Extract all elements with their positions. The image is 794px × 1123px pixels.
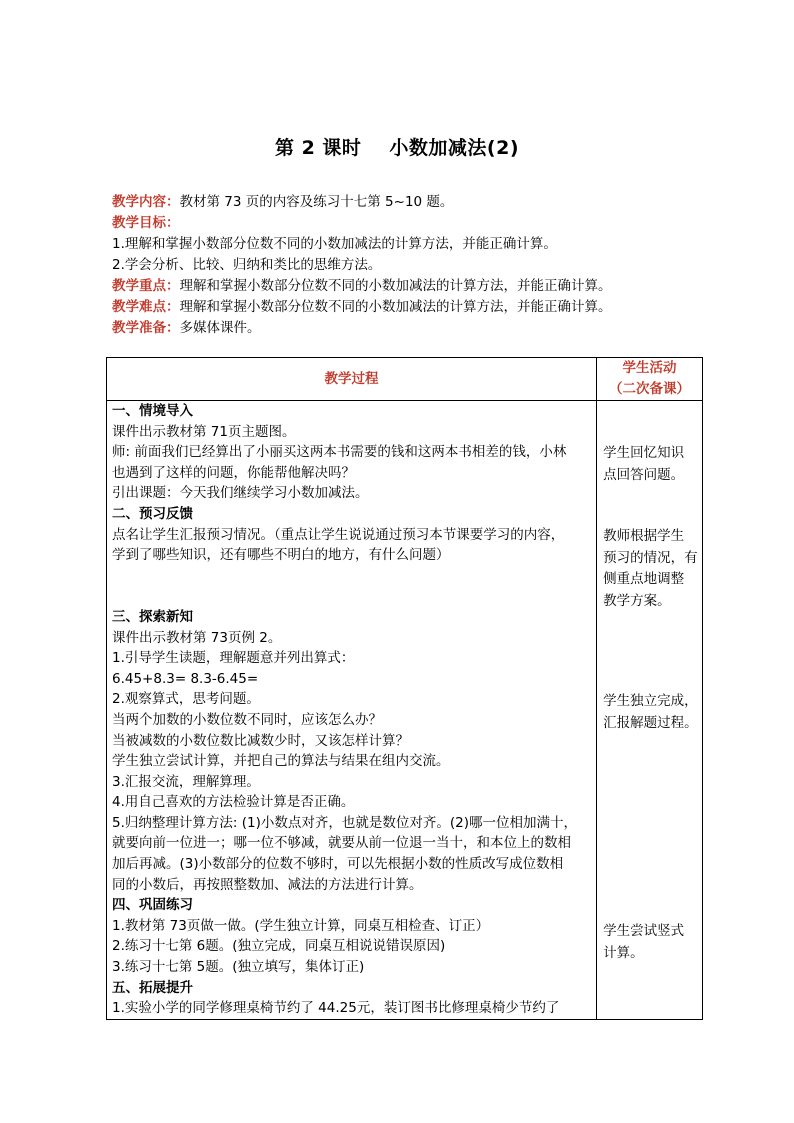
student-activity-note [597,526,698,612]
process-line: 3.练习十七第 5题。(独立填写，集体订正) [112,959,365,976]
note-line: 教师根据学生 [603,528,685,544]
note-line: 汇报解题过程。 [603,714,698,731]
student-activity-note [597,691,698,734]
process-line: 课件出示教材第 71页主题图。 [112,423,296,440]
teaching-process-cell [107,401,597,1020]
meta-line [112,297,712,318]
meta-label: 教学内容： [112,194,180,210]
meta-text: 理解和掌握小数部分位数不同的小数加减法的计算方法，并能正确计算。 [179,278,612,294]
note-line: 计算。 [603,944,644,961]
process-line: 也遇到了这样的问题，你能帮他解决吗？ [112,464,355,481]
process-line: 2.练习十七第 6题。(独立完成，同桌互相说说错误原因) [112,938,446,955]
meta-line [112,213,712,234]
meta-line [112,255,712,276]
meta-text: 多媒体课件。 [179,320,261,336]
header-student-activity [597,358,703,401]
header-side-line-1: 学生活动 [622,360,677,377]
process-line: 5.归纳整理计算方法: (1)小数点对齐，也就是数位对齐。(2)哪一位相加满十， [112,814,577,831]
section-heading: 五、拓展提升 [112,979,193,996]
table-body-row [107,401,703,1020]
lesson-table [106,357,703,1020]
process-line: 6.45+8.3= 8.3-6.45= [112,670,259,687]
lesson-number: 第 2 课时 [274,137,362,159]
note-line: 侧重点地调整 [603,571,685,587]
header-side-line-2: （二次备课） [609,381,691,397]
meta-label: 教学重点： [112,278,180,294]
process-line: 1.教材第 73页做一做。(学生独立计算，同桌互相检查、订正） [112,917,490,934]
meta-line [112,234,712,255]
note-line: 教学方案。 [603,592,671,609]
note-line: 预习的情况，有 [603,549,698,566]
process-line: 学到了哪些知识，还有哪些不明白的地方，有什么问题） [112,547,450,564]
table-header-row [107,358,703,401]
process-line: 1.实验小学的同学修理桌椅节约了 44.25元，装订图书比修理桌椅少节约了 [112,1000,560,1017]
process-line: 加后再减。(3)小数部分的位数不够时，可以先根据小数的性质改写成位数相 [112,856,564,873]
section-heading: 二、预习反馈 [112,505,193,522]
process-line [112,586,596,607]
process-line: 师: 前面我们已经算出了小丽买这两本书需要的钱和这两本书相差的钱，小林 [112,444,567,461]
student-activity-cell [597,401,703,1020]
process-line: 课件出示教材第 73页例 2。 [112,629,282,646]
lesson-meta [112,192,712,339]
process-line: 引出课题：今天我们继续学习小数加减法。 [112,485,369,502]
note-line: 学生尝试竖式 [603,923,685,939]
meta-label: 教学准备： [112,320,180,336]
process-line: 就要向前一位进一；哪一位不够减，就要从前一位退一当十，和本位上的数相 [112,835,571,852]
section-heading: 三、探索新知 [112,608,193,625]
process-line: 3.汇报交流，理解算理。 [112,773,260,790]
process-line: 2.观察算式，思考问题。 [112,691,260,708]
meta-line [112,318,712,339]
meta-text: 教材第 73 页的内容及练习十七第 5~10 题。 [179,194,454,210]
page-title [0,133,794,160]
process-line [112,566,596,587]
note-line: 点回答问题。 [603,466,685,483]
process-line: 学生独立尝试计算，并把自己的算法与结果在组内交流。 [112,753,450,770]
process-line: 1.引导学生读题，理解题意并列出算式： [112,650,355,667]
meta-text: 理解和掌握小数部分位数不同的小数加减法的计算方法，并能正确计算。 [179,299,612,315]
meta-label: 教学难点： [112,299,180,315]
meta-text: 2.学会分析、比较、归纳和类比的思维方法。 [112,257,382,273]
meta-line [112,276,712,297]
header-teaching-process: 教学过程 [107,358,597,401]
lesson-topic: 小数加减法(2) [389,137,520,159]
process-line: 同的小数后，再按照整数加、减法的方法进行计算。 [112,876,423,893]
student-activity-note [597,443,684,486]
student-activity-note [597,921,684,964]
process-line: 4.用自己喜欢的方法检验计算是否正确。 [112,794,355,811]
meta-label: 教学目标： [112,215,180,231]
process-line: 点名让学生汇报预习情况。（重点让学生说说通过预习本节课要学习的内容， [112,526,565,543]
note-line: 学生独立完成， [603,693,698,709]
note-line: 学生回忆知识 [603,445,685,461]
section-heading: 四、巩固练习 [112,897,193,914]
process-line: 当被减数的小数位数比减数少时，又该怎样计算？ [112,732,409,749]
section-heading: 一、情境导入 [112,403,193,419]
meta-text: 1.理解和掌握小数部分位数不同的小数加减法的计算方法，并能正确计算。 [112,236,557,252]
process-line: 当两个加数的小数位数不同时，应该怎么办？ [112,711,382,728]
meta-line [112,192,712,213]
